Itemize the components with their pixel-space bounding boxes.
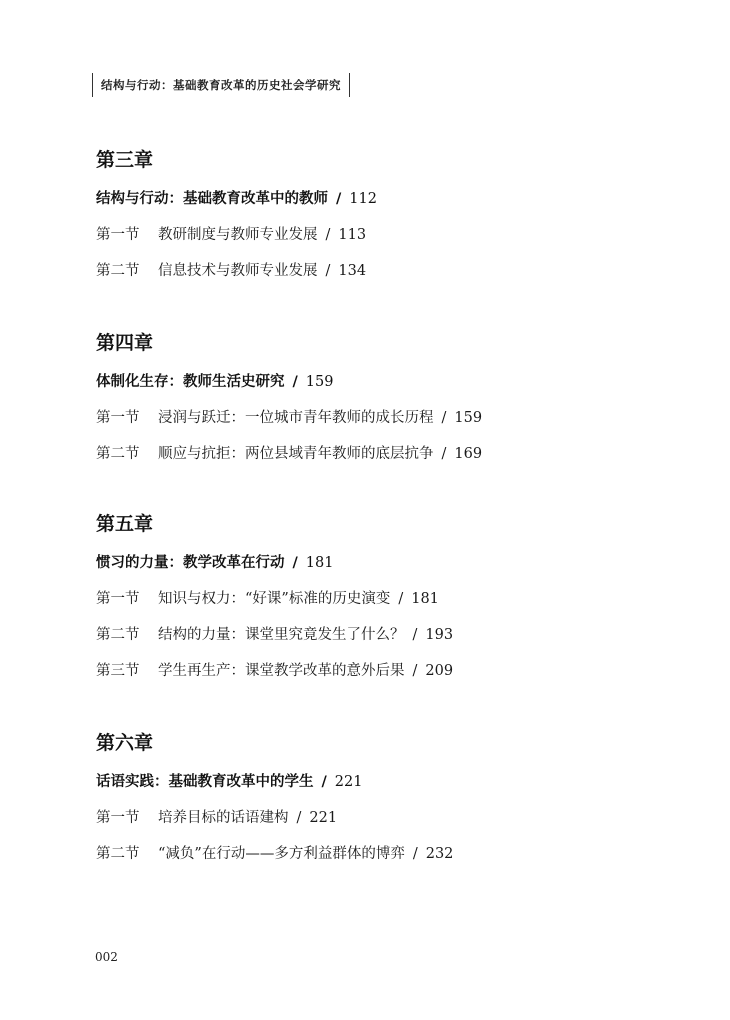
page-ref: 159 bbox=[305, 374, 334, 390]
section-title: 顺应与抗拒：两位县域青年教师的底层抗争 bbox=[158, 446, 434, 462]
separator: / bbox=[441, 446, 447, 462]
separator: / bbox=[325, 227, 331, 243]
page-ref: 193 bbox=[425, 627, 454, 643]
separator: / bbox=[412, 846, 418, 862]
section-number: 第一节 bbox=[96, 227, 140, 243]
chapter-main-entry[interactable] bbox=[96, 771, 453, 793]
toc-section[interactable] bbox=[96, 660, 453, 682]
chapter-main-entry[interactable] bbox=[96, 552, 453, 574]
separator: / bbox=[292, 374, 298, 390]
page-ref: 112 bbox=[349, 191, 377, 207]
running-header bbox=[92, 73, 350, 97]
separator: / bbox=[412, 663, 418, 679]
separator: / bbox=[441, 410, 447, 426]
chapter-title: 第六章 bbox=[96, 732, 154, 754]
separator: / bbox=[296, 810, 302, 826]
chapter-title: 第五章 bbox=[96, 513, 154, 535]
separator: / bbox=[325, 263, 331, 279]
section-title: 知识与权力：“好课”标准的历史演变 bbox=[158, 591, 391, 607]
toc-section[interactable] bbox=[96, 443, 482, 465]
separator: / bbox=[321, 774, 327, 790]
separator: / bbox=[398, 591, 404, 607]
section-number: 第二节 bbox=[96, 446, 140, 462]
chapter-6 bbox=[96, 729, 453, 865]
section-number: 第三节 bbox=[96, 663, 140, 679]
page-ref: 159 bbox=[454, 410, 483, 426]
toc-section[interactable] bbox=[96, 807, 453, 829]
chapter-main-entry[interactable] bbox=[96, 371, 482, 393]
section-title: 结构的力量：课堂里究竟发生了什么？ bbox=[158, 627, 405, 643]
toc-section[interactable] bbox=[96, 260, 377, 282]
toc-section[interactable] bbox=[96, 624, 453, 646]
toc-section[interactable] bbox=[96, 224, 377, 246]
section-number: 第二节 bbox=[96, 627, 140, 643]
section-title: “减负”在行动——多方利益群体的博弈 bbox=[158, 846, 405, 862]
page-ref: 221 bbox=[309, 810, 338, 826]
chapter-main-title: 惯习的力量：教学改革在行动 bbox=[96, 555, 285, 571]
chapter-title: 第四章 bbox=[96, 332, 154, 354]
page-ref: 181 bbox=[305, 555, 334, 571]
chapter-title: 第三章 bbox=[96, 149, 154, 171]
page-ref: 134 bbox=[338, 263, 367, 279]
chapter-3 bbox=[96, 146, 377, 282]
page-ref: 181 bbox=[411, 591, 439, 607]
section-number: 第二节 bbox=[96, 263, 140, 279]
section-number: 第一节 bbox=[96, 810, 140, 826]
chapter-main-title: 话语实践：基础教育改革中的学生 bbox=[96, 774, 314, 790]
section-number: 第一节 bbox=[96, 410, 140, 426]
section-title: 教研制度与教师专业发展 bbox=[158, 227, 318, 243]
page-ref: 221 bbox=[334, 774, 363, 790]
separator: / bbox=[336, 191, 342, 207]
page-number: 002 bbox=[95, 950, 118, 964]
page-ref: 209 bbox=[425, 663, 454, 679]
chapter-main-title: 体制化生存：教师生活史研究 bbox=[96, 374, 285, 390]
chapter-5 bbox=[96, 510, 453, 682]
page-ref: 232 bbox=[425, 846, 454, 862]
separator: / bbox=[292, 555, 298, 571]
section-number: 第一节 bbox=[96, 591, 140, 607]
header-right-rule bbox=[349, 73, 350, 97]
section-title: 学生再生产：课堂教学改革的意外后果 bbox=[158, 663, 405, 679]
page-ref: 169 bbox=[454, 446, 483, 462]
section-title: 信息技术与教师专业发展 bbox=[158, 263, 318, 279]
chapter-main-title: 结构与行动：基础教育改革中的教师 bbox=[96, 191, 328, 207]
page-ref: 113 bbox=[338, 227, 367, 243]
separator: / bbox=[412, 627, 418, 643]
toc-section[interactable] bbox=[96, 407, 482, 429]
chapter-main-entry[interactable] bbox=[96, 188, 377, 210]
chapter-4 bbox=[96, 329, 482, 465]
toc-section[interactable] bbox=[96, 843, 453, 865]
section-number: 第二节 bbox=[96, 846, 140, 862]
section-title: 浸润与跃迁：一位城市青年教师的成长历程 bbox=[158, 410, 434, 426]
section-title: 培养目标的话语建构 bbox=[158, 810, 289, 826]
running-title: 结构与行动：基础教育改革的历史社会学研究 bbox=[101, 78, 341, 92]
toc-section[interactable] bbox=[96, 588, 453, 610]
